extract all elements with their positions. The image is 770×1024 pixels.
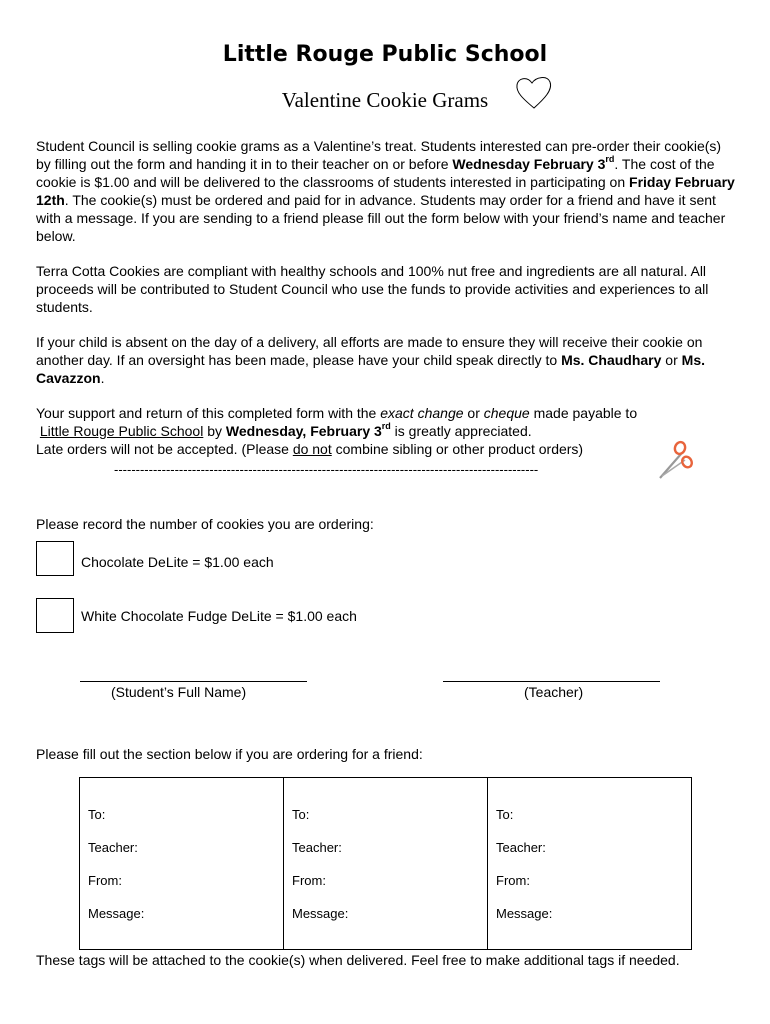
tag-message-label: Message: bbox=[292, 906, 349, 921]
tag-message-label: Message: bbox=[496, 906, 553, 921]
tag-to-label: To: bbox=[88, 807, 106, 822]
tag-teacher-label: Teacher: bbox=[88, 840, 138, 855]
heart-outline-icon bbox=[514, 74, 554, 112]
teacher-label: (Teacher) bbox=[524, 684, 584, 700]
tag-from-label: From: bbox=[88, 873, 122, 888]
tag-from-label: From: bbox=[496, 873, 530, 888]
scissors-icon bbox=[657, 440, 693, 480]
friend-tags-table bbox=[79, 777, 692, 950]
order-prompt: Please record the number of cookies you are ordering: bbox=[36, 516, 374, 532]
friend-tag[interactable] bbox=[488, 778, 692, 950]
intro-paragraph: Student Council is selling cookie grams as a Valentine’s treat. Students interested can pre-order their cookie(s) by filling out the form and handing it in to their teacher on or before Wednesday February 3rd. The cost of the cookie is $1.00 and will be delivered to the classrooms of students interested in participating on Friday February 12th. The cookie(s) must be ordered and paid for in advance. Students may order for a friend and have it sent with a message. If you are sending to a friend please fill out the form below with your friend’s name and teacher below. bbox=[36, 138, 735, 244]
tag-teacher-label: Teacher: bbox=[496, 840, 546, 855]
absence-paragraph: If your child is absent on the day of a delivery, all efforts are made to ensure they will receive their cookie on another day. If an oversight has been made, please have your child speak directly to Ms. Chaudhary or Ms. Cavazzon. bbox=[36, 334, 705, 386]
tag-to-label: To: bbox=[292, 807, 310, 822]
tag-teacher-label: Teacher: bbox=[292, 840, 342, 855]
tag-from-label: From: bbox=[292, 873, 326, 888]
chocolate-item-label: Chocolate DeLite = $1.00 each bbox=[81, 554, 274, 570]
tag-to-label: To: bbox=[496, 807, 514, 822]
contact-name-1: Ms. Chaudhary bbox=[561, 352, 662, 368]
delivery-date: Friday February 12th bbox=[36, 174, 735, 208]
document-subtitle: Valentine Cookie Grams bbox=[281, 88, 489, 112]
friend-tag[interactable] bbox=[80, 778, 284, 950]
chocolate-quantity-box[interactable] bbox=[36, 541, 74, 576]
tag-message-label: Message: bbox=[88, 906, 145, 921]
friend-prompt: Please fill out the section below if you are ordering for a friend: bbox=[36, 746, 423, 762]
student-name-label: (Student’s Full Name) bbox=[111, 684, 247, 700]
tags-footer-note: These tags will be attached to the cookie(s) when delivered. Feel free to make additional tags if needed. bbox=[36, 952, 680, 968]
cut-line: -------------------------------------------------------------------------------------------------- bbox=[114, 462, 539, 477]
school-title: Little Rouge Public School bbox=[222, 42, 548, 67]
contact-name-2: Ms. Cavazzon bbox=[36, 352, 705, 386]
friend-tag[interactable] bbox=[284, 778, 488, 950]
info-paragraph: Terra Cotta Cookies are compliant with healthy schools and 100% nut free and ingredients are all natural. All proceeds will be contributed to Student Council who use the funds to provide activities and experiences to all students. bbox=[36, 263, 709, 315]
payment-paragraph: Your support and return of this completed form with the exact change or cheque made payable to Little Rouge Public School by Wednesday, February 3rd is greatly appreciated. Late orders will not be accepted. (Please do not combine sibling or other product orders) bbox=[36, 405, 638, 457]
white-chocolate-quantity-box[interactable] bbox=[36, 598, 74, 633]
order-deadline: Wednesday February 3 bbox=[452, 156, 606, 172]
white-chocolate-item-label: White Chocolate Fudge DeLite = $1.00 each bbox=[81, 608, 357, 624]
payee-name: Little Rouge Public School bbox=[39, 423, 204, 439]
student-name-line[interactable] bbox=[80, 681, 307, 682]
teacher-name-line[interactable] bbox=[443, 681, 660, 682]
